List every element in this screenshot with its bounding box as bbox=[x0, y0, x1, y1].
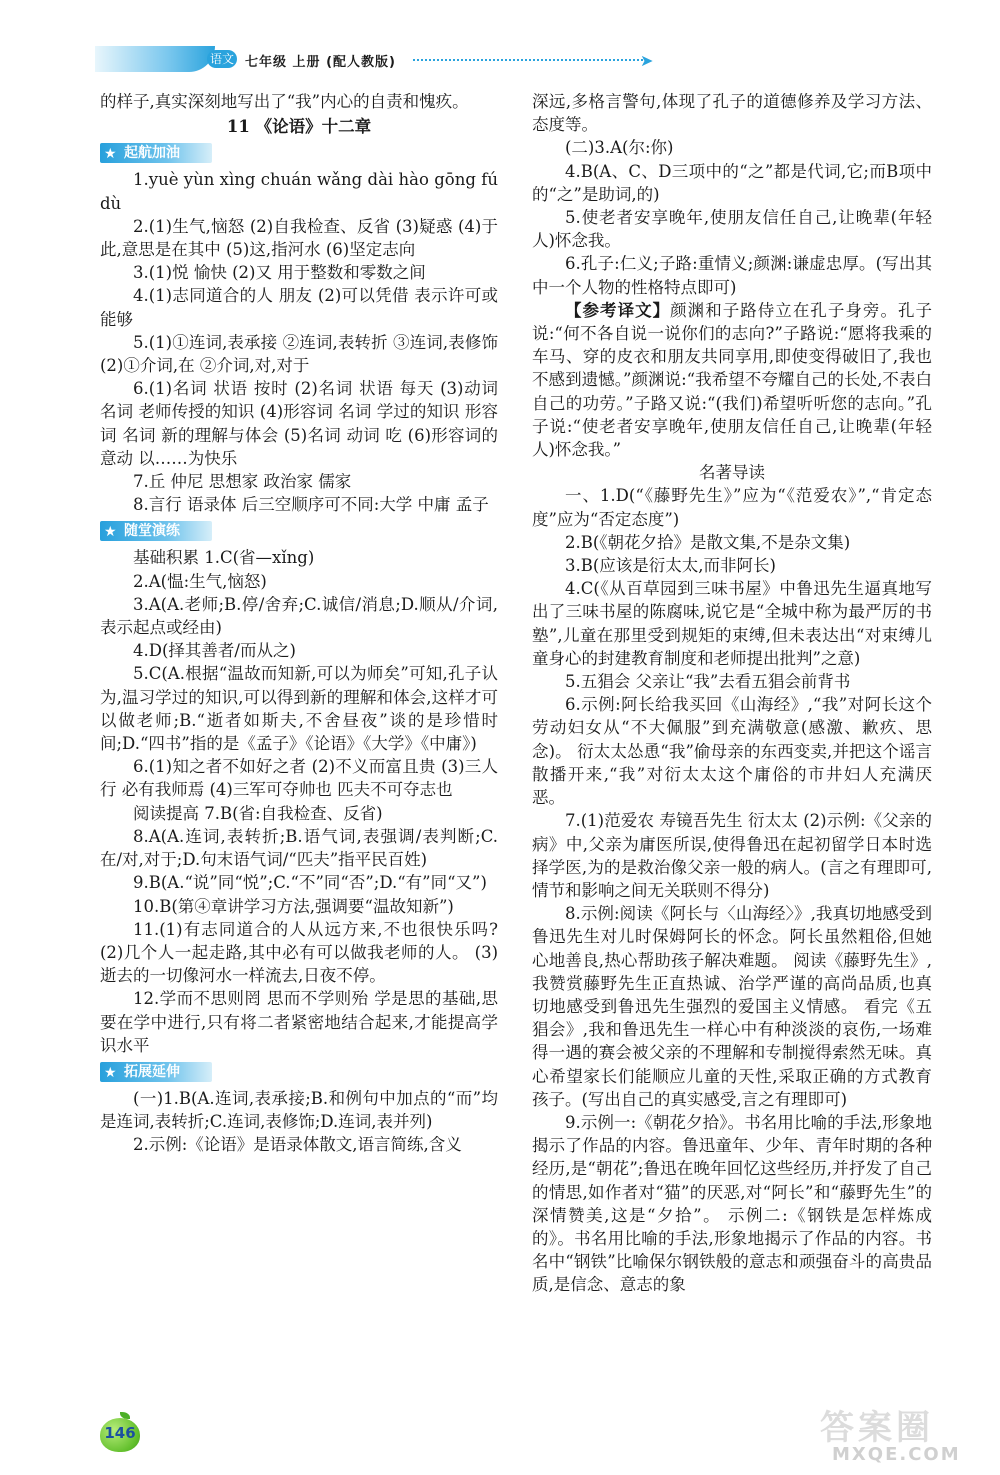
answer-item: 3.A(A.老师;B.停/舍弃;C.诚信/消息;D.顺从/介词,表示起点或经由) bbox=[100, 594, 498, 638]
page-number: 146 bbox=[104, 1424, 136, 1442]
star-icon: ★ bbox=[104, 524, 117, 541]
answer-item: (二)3.A(尔:你) bbox=[565, 138, 674, 158]
arrow-icon: ➤ bbox=[640, 51, 654, 70]
answer-item: (一)1.B(A.连词,表承接;B.和例句中加点的“而”均是连词,表转折;C.连词,表修饰;D.连词,表并列) bbox=[100, 1088, 498, 1132]
answer-item: 5.五猖会 父亲让“我”去看五猖会前背书 bbox=[565, 672, 851, 692]
answer-item: 6.孔子:仁义;子路:重情义;颜渊:谦虚忠厚。(写出其中一个人物的性格特点即可) bbox=[532, 254, 932, 297]
answer-item: 4.D(择其善者/而从之) bbox=[133, 641, 296, 661]
answer-item: 8.示例:阅读《阿长与〈山海经〉》,我真切地感受到鲁迅先生对儿时保姆阿长的怀念。阿长虽然粗俗,但她心地善良,热心帮助孩子解决难题。 阅读《藤野先生》,我赞赏藤野先生正直热诚、治学严谨的高尚品质,也真切地感受到鲁迅先生强烈的爱国主义情感。 看完《五猖会》,我和鲁迅先生一样心中有种淡淡的哀伤,一场难得一遇的赛会被父亲的不理解和专制搅得索然无味。真心希望家长们能顺应儿童的天性,采取正确的方式教育孩子。(写出自己的真实感受,言之有理即可) bbox=[532, 904, 932, 1109]
right-column bbox=[532, 90, 932, 1297]
answer-item: 11.(1)有志同道合的人从远方来,不也很快乐吗? (2)几个人一起走路,其中必有可以做我老师的人。 (3)逝去的一切像河水一样流去,日夜不停。 bbox=[100, 919, 498, 986]
edition-label: (配人教版) bbox=[326, 55, 396, 70]
answer-item: 9.示例一:《朝花夕拾》。书名用比喻的手法,形象地揭示了作品的内容。鲁迅童年、少年、青年时期的各种经历,是“朝花”;鲁迅在晚年回忆这些经历,并抒发了自己的情思,如作者对“猫”的厌恶,对“阿长”和“藤野先生”的深情赞美,这是“夕拾”。 示例二:《钢铁是怎样炼成的》。书名用比喻的手法,形象地揭示了作品的内容。书名中“钢铁”比喻保尔钢铁般的意志和顽强奋斗的高贵品质,是信念、意志的象 bbox=[532, 1112, 932, 1295]
answer-item: 2.(1)生气,恼怒 (2)自我检查、反省 (3)疑惑 (4)于此,意思是在其中 (5)这,指河水 (6)坚定志向 bbox=[100, 216, 498, 260]
watermark-url: MXQE.COM bbox=[832, 1444, 961, 1465]
answer-item: 2.示例:《论语》是语录体散文,语言简练,含义 bbox=[133, 1135, 462, 1155]
header-dotted-line bbox=[413, 59, 643, 61]
header-swoosh-decoration bbox=[95, 46, 215, 72]
subsection-title: 名著导读 bbox=[699, 463, 765, 483]
section-label: 随堂演练 bbox=[124, 523, 180, 540]
answer-item: 6.(1)名词 状语 按时 (2)名词 状语 每天 (3)动词 名词 老师传授的知识 (4)形容词 名词 学过的知识 形容词 名词 新的理解与体会 (5)名词 动词 吃 (6)形容词的意动 以……为快乐 bbox=[100, 379, 498, 468]
answer-item: 1.yuè yùn xìng chuán wǎng dài hào gōng fú dù bbox=[100, 170, 498, 213]
watermark-text: 答案圈 bbox=[820, 1408, 934, 1448]
answer-item: 3.B(应该是衍太太,而非阿长) bbox=[565, 556, 776, 576]
volume-label: 上册 bbox=[292, 55, 321, 70]
answer-item: 3.(1)悦 愉快 (2)又 用于整数和零数之间 bbox=[133, 263, 426, 283]
answer-item: 8.言行 语录体 后三空顺序可不同:大学 中庸 孟子 bbox=[133, 495, 489, 515]
page-header bbox=[95, 42, 695, 76]
subject-badge: 语文 bbox=[207, 50, 237, 68]
answer-item: 2.A(愠:生气,恼怒) bbox=[133, 571, 267, 591]
answer-item: 7.丘 仲尼 思想家 政治家 儒家 bbox=[133, 472, 352, 492]
answer-item: 一、1.D(“《藤野先生》”应为“《范爱农》”,“肯定态度”应为“否定态度”) bbox=[532, 486, 932, 529]
answer-item: 阅读提高 7.B(省:自我检查、反省) bbox=[133, 803, 383, 823]
section-header-tuozhan bbox=[100, 1061, 498, 1083]
left-column bbox=[100, 90, 498, 1157]
section-label: 起航加油 bbox=[124, 145, 180, 162]
answer-item: 7.(1)范爱农 寿镜吾先生 衍太太 (2)示例:《父亲的病》中,父亲为庸医所误,使得鲁迅在起初留学日本时选择学医,为的是救治像父亲一般的病人。(言之有理即可,情节和影响之间无关联则不得分) bbox=[532, 811, 932, 900]
section-label: 拓展延伸 bbox=[124, 1063, 180, 1080]
grade-label: 七年级 bbox=[245, 55, 288, 70]
star-icon: ★ bbox=[104, 1064, 117, 1081]
answer-item: 4.(1)志同道合的人 朋友 (2)可以凭借 表示许可或能够 bbox=[100, 286, 498, 329]
answer-item: 9.B(A.“说”同“悦”;C.“不”同“否”;D.“有”同“又”) bbox=[133, 873, 487, 893]
reference-translation bbox=[532, 299, 932, 461]
section-header-suitang bbox=[100, 520, 498, 542]
answer-item: 基础积累 1.C(省—xǐng) bbox=[133, 548, 315, 568]
watermark bbox=[800, 1400, 980, 1470]
answer-item: 5.C(A.根据“温故而知新,可以为师矣”可知,孔子认为,温习学过的知识,可以得到新的理解和体会,这样才可以做老师;B.“逝者如斯夫,不舍昼夜”谈的是珍惜时间;D.“四书”指的是《孟子》《论语》《大学》《中庸》) bbox=[100, 664, 498, 754]
answer-item: 2.B(《朝花夕拾》是散文集,不是杂文集) bbox=[565, 532, 851, 552]
answer-item: 12.学而不思则罔 思而不学则殆 学是思的基础,思要在学中进行,只有将二者紧密地结合起来,才能提高学识水平 bbox=[100, 989, 498, 1055]
answer-line: 的样子,真实深刻地写出了“我”内心的自责和愧疚。 bbox=[100, 92, 469, 111]
section-header-qihang bbox=[100, 142, 498, 164]
answer-item: 6.(1)知之者不如好之者 (2)不义而富且贵 (3)三人行 必有我师焉 (4)三军可夺帅也 匹夫不可夺志也 bbox=[100, 757, 498, 800]
answer-item: 4.B(A、C、D三项中的“之”都是代词,它;而B项中的“之”是助词,的) bbox=[532, 161, 932, 204]
answer-item: 10.B(第④章讲学习方法,强调要“温故知新”) bbox=[133, 896, 454, 916]
reference-label: 【参考译文】 bbox=[565, 300, 671, 320]
answer-item: 6.示例:阿长给我买回《山海经》,“我”对阿长这个劳动妇女从“不大佩服”到充满敬意(感激、歉疚、思念)。 衍太太怂恿“我”偷母亲的东西变卖,并把这个谣言散播开来,“我”对衍太太这个庸俗的市井妇人充满厌恶。 bbox=[532, 695, 932, 808]
page-number-badge bbox=[96, 1418, 144, 1454]
answer-item: 5.使老者安享晚年,使朋友信任自己,让晚辈(年轻人)怀念我。 bbox=[532, 208, 932, 251]
answer-line: 深远,多格言警句,体现了孔子的道德修养及学习方法、态度等。 bbox=[532, 92, 932, 135]
lesson-title: 11 《论语》十二章 bbox=[226, 117, 372, 137]
answer-item: 5.(1)①连词,表承接 ②连词,表转折 ③连词,表修饰 (2)①介词,在 ②介词,对,对于 bbox=[100, 332, 498, 376]
answer-item: 4.C(《从百草园到三味书屋》中鲁迅先生逼真地写出了三味书屋的陈腐味,说它是“全城中称为最严厉的书塾”,儿童在那里受到规矩的束缚,但未表达出“对束缚儿童身心的封建教育制度和老师提出批判”之意) bbox=[532, 579, 932, 668]
header-book-info bbox=[245, 51, 396, 70]
reference-text: 颜渊和子路侍立在孔子身旁。孔子说:“何不各自说一说你们的志向?”子路说:“愿将我乘的车马、穿的皮衣和朋友共同享用,即使变得破旧了,我也不感到遗憾。”颜渊说:“我希望不夸耀自己的长处,不表白自己的功劳。”子路又说:“(我们)希望听听您的志向。”孔子说:“使老者安享晚年,使朋友信任自己,让晚辈(年轻人)怀念我。” bbox=[532, 300, 933, 460]
star-icon: ★ bbox=[104, 146, 117, 163]
answer-item: 8.A(A.连词,表转折;B.语气词,表强调/表判断;C.在/对,对于;D.句末语气词/“匹夫”指平民百姓) bbox=[100, 826, 498, 870]
